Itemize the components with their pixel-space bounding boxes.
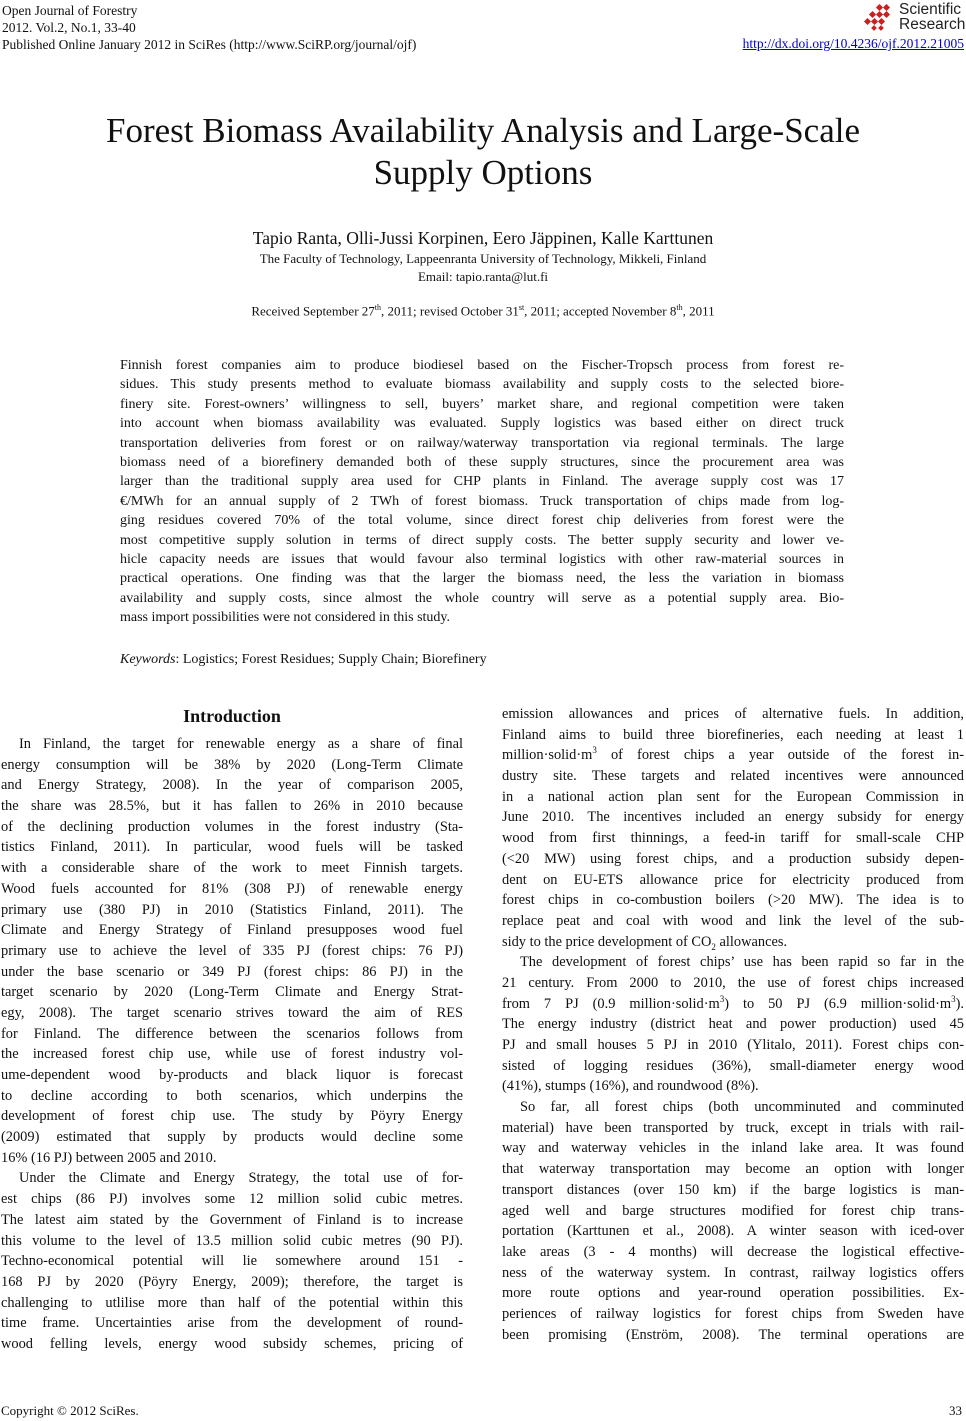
page-number: 33 bbox=[949, 1403, 962, 1418]
text-line: sidues. This study presents method to evaluate biomass availability and supply costs to the selected biore- bbox=[120, 377, 844, 393]
text-line: that waterway transportation may become an option with longer bbox=[502, 1161, 964, 1178]
affiliation: The Faculty of Technology, Lappeenranta University of Technology, Mikkeli, Finland bbox=[259, 251, 707, 266]
text-line: to decline according to both scenarios, which underpins the bbox=[1, 1087, 463, 1104]
text-line: mass import possibilities were not considered in this study. bbox=[120, 610, 451, 626]
text-line: June 2010. The incentives included an energy subsidy for energy bbox=[502, 809, 964, 826]
logo-text-line2: Research bbox=[899, 16, 966, 33]
text-line: emission allowances and prices of alternative fuels. In addition, bbox=[502, 706, 964, 722]
received-dates bbox=[0, 303, 966, 319]
text-line: into account when biomass availability was evaluated. Supply logistics was based either on direct truck bbox=[120, 416, 844, 432]
text-line: aged well and barge structures modified for forest chip trans- bbox=[502, 1202, 964, 1219]
section-heading: Introduction bbox=[183, 706, 281, 726]
text-line: sisted of logging residues (36%), small-diameter energy wood bbox=[502, 1057, 964, 1074]
text-line: 168 PJ by 2020 (Pöyry Energy, 2009); therefore, the target is bbox=[1, 1273, 463, 1290]
logo-text-line1: Scientific bbox=[899, 1, 962, 18]
text-fragment: million·solid·m bbox=[502, 747, 593, 764]
journal-volume: 2012. Vol.2, No.1, 33-40 bbox=[2, 20, 136, 35]
keywords bbox=[120, 652, 487, 668]
text-line bbox=[502, 994, 964, 1015]
journal-name: Open Journal of Forestry bbox=[2, 3, 138, 18]
received-sup: th bbox=[374, 303, 382, 312]
text-line: been promising (Enström, 2008). The terminal operations are bbox=[502, 1326, 964, 1343]
published-line: Published Online January 2012 in SciRes (http://www.SciRP.org/journal/ojf) bbox=[2, 37, 417, 52]
received-part: , 2011; revised October 31 bbox=[381, 303, 519, 319]
text-line: the increased forest chip use, while use of forest industry vol- bbox=[1, 1046, 463, 1063]
text-line: availability and supply costs, since almost the whole country will serve as a potential supply area. Bio- bbox=[120, 590, 844, 606]
text-line: portation (Karttunen et al., 2008). A winter season with iced-over bbox=[502, 1223, 964, 1240]
text-line: Wood fuels accounted for 81% (308 PJ) of renewable energy bbox=[1, 880, 463, 897]
text-line: way and waterway vehicles in the inland lake area. It was found bbox=[502, 1140, 964, 1157]
text-line: The energy industry (district heat and power production) used 45 bbox=[502, 1016, 964, 1033]
diamond-logo-icon bbox=[864, 4, 896, 32]
text-line: in a national action plan sent for the European Commission in bbox=[502, 788, 964, 805]
text-line: primary use to achieve the level of 335 PJ (forest chips: 76 PJ) bbox=[1, 942, 463, 959]
text-line: In Finland, the target for renewable energy as a share of final bbox=[19, 736, 463, 752]
text-line: hicle capacity needs are issues that would favour also terminal logistics with other raw-material sources in bbox=[120, 551, 844, 567]
text-fragment: allowances. bbox=[715, 933, 788, 950]
text-line: time frame. Uncertainties arise from the development of round- bbox=[1, 1315, 463, 1332]
text-line: under the base scenario or 349 PJ (forest chips: 86 PJ) in the bbox=[1, 963, 463, 980]
authors: Tapio Ranta, Olli-Jussi Korpinen, Eero Jäppinen, Kalle Karttunen bbox=[252, 228, 714, 248]
text-line: replace peat and coal with wood and link the level of the sub- bbox=[502, 912, 964, 929]
text-line: more route options and year-round operation possibilities. Ex- bbox=[502, 1285, 964, 1302]
text-line: biomass need of a biorefinery demanded both of these supply structures, since the procurement area was bbox=[120, 454, 844, 470]
text-line: challenging to utlilise more than half of the potential within this bbox=[1, 1294, 463, 1311]
received-part: , 2011 bbox=[682, 303, 715, 319]
right-column bbox=[502, 704, 964, 1345]
text-line: finery site. Forest-owners’ willingness to sell, buyers’ market share, and regional competition were taken bbox=[120, 396, 844, 412]
text-line: Finland aims to build three biorefineries, each needing at least 1 bbox=[502, 726, 964, 743]
text-line: Under the Climate and Energy Strategy, the total use of for- bbox=[19, 1170, 463, 1187]
text-line: (41%), stumps (16%), and roundwood (8%). bbox=[502, 1078, 759, 1095]
text-line: forest chips in co-combustion boilers (>20 MW). The idea is to bbox=[502, 892, 964, 909]
text-line: ging residues covered 70% of the total volume, since direct forest chip deliveries from forest were the bbox=[120, 513, 844, 529]
superscript: 3 bbox=[951, 993, 956, 1004]
text-line: of the declining production volumes in the forest industry (Sta- bbox=[1, 818, 463, 835]
text-line: €/MWh for an annual supply of 2 TWh of forest biomass. Truck transportation of chips made from log- bbox=[120, 493, 844, 509]
text-line: this volume to the level of 13.5 million solid cubic metres (90 PJ). bbox=[1, 1232, 463, 1249]
title-line-1: Forest Biomass Availability Analysis and Large-Scale bbox=[105, 111, 860, 150]
text-line: (<20 MW) using forest chips, and a production subsidy depen- bbox=[502, 850, 964, 867]
received-part: Received September 27 bbox=[251, 303, 375, 319]
text-line: 21 century. From 2000 to 2010, the use of forest chips increased bbox=[502, 974, 964, 991]
text-line: lake areas (3 - 4 months) will decrease the logistical effective- bbox=[502, 1243, 964, 1260]
text-line: PJ and small houses 5 PJ in 2010 (Ylitalo, 2011). Forest chips con- bbox=[502, 1037, 964, 1053]
publisher-logo[interactable] bbox=[864, 2, 964, 34]
received-part: , 2011; accepted November 8 bbox=[524, 303, 677, 319]
text-line: target scenario by 2020 (Long-Term Climate and Energy Strat- bbox=[1, 984, 463, 1001]
text-line: So far, all forest chips (both uncomminuted and comminuted bbox=[520, 1099, 964, 1116]
text-line: ness of the waterway system. In contrast, railway logistics offers bbox=[502, 1264, 964, 1281]
text-fragment: ). bbox=[955, 995, 964, 1012]
text-line: est chips (86 PJ) involves some 12 million solid cubic metres. bbox=[1, 1191, 463, 1208]
text-line: ume-dependent wood by-products and black liquor is forecast bbox=[1, 1067, 463, 1083]
text-line: practical operations. One finding was that the larger the biomass need, the less the variation in biomass bbox=[120, 571, 844, 587]
text-line bbox=[502, 745, 964, 766]
text-line: Techno-economical potential will lie somewhere around 151 - bbox=[1, 1253, 463, 1270]
text-line: egy, 2008). The target scenario strives toward the aim of RES bbox=[1, 1004, 463, 1021]
superscript: 3 bbox=[592, 745, 597, 756]
text-line: for Finland. The difference between the scenarios follows from bbox=[1, 1025, 463, 1042]
text-line: 16% (16 PJ) between 2005 and 2010. bbox=[1, 1149, 217, 1166]
copyright: Copyright © 2012 SciRes. bbox=[1, 1403, 139, 1418]
text-line: periences of railway logistics for forest chips from Sweden have bbox=[502, 1305, 964, 1322]
title-line-2: Supply Options bbox=[373, 153, 593, 192]
doi-link[interactable]: http://dx.doi.org/10.4236/ojf.2012.21005 bbox=[742, 36, 964, 51]
text-line: (2009) estimated that supply by products would decline some bbox=[1, 1129, 463, 1146]
text-line: The development of forest chips’ use has been rapid so far in the bbox=[520, 954, 964, 971]
abstract bbox=[120, 356, 844, 627]
text-line: tistics Finland, 2011). In particular, wood fuels will be tasked bbox=[1, 839, 463, 856]
text-fragment: from 7 PJ (0.9 million·solid·m bbox=[502, 995, 720, 1012]
text-line: development of forest chip use. The study by Pöyry Energy bbox=[1, 1108, 463, 1125]
keywords-text: : Logistics; Forest Residues; Supply Chain; Biorefinery bbox=[175, 652, 487, 667]
text-fragment: sidy to the price development of CO bbox=[502, 933, 712, 950]
received-sup: th bbox=[676, 303, 683, 312]
text-line: dent on EU-ETS allowance price for electricity produced from bbox=[502, 871, 964, 888]
keywords-label: Keywords bbox=[120, 652, 176, 667]
text-line: larger than the traditional supply area used for CHP plants in Finland. The average supply cost was 17 bbox=[120, 474, 844, 490]
text-fragment: ) to 50 PJ (6.9 million·solid·m bbox=[724, 995, 952, 1012]
text-line: wood felling levels, energy wood subsidy schemes, pricing of bbox=[1, 1335, 463, 1352]
text-line: primary use (380 PJ) in 2010 (Statistics Finland, 2011). The bbox=[1, 901, 463, 918]
logo-text bbox=[899, 2, 965, 32]
text-line bbox=[502, 932, 964, 953]
paper-title bbox=[0, 110, 966, 194]
journal-header bbox=[2, 2, 416, 53]
text-line: The latest aim stated by the Government of Finland is to increase bbox=[1, 1211, 463, 1228]
text-line: the share was 28.5%, but it has fallen to 26% in 2010 because bbox=[1, 798, 463, 815]
email: Email: tapio.ranta@lut.fi bbox=[417, 269, 549, 284]
text-line: Climate and Energy Strategy of Finland presupposes wood fuel bbox=[1, 922, 463, 939]
text-line: wood from first thinnings, a feed-in tariff for small-scale CHP bbox=[502, 830, 964, 847]
text-line: dustry site. These targets and related incentives were announced bbox=[502, 768, 964, 785]
text-fragment: of forest chips a year outside of the forest in- bbox=[596, 747, 964, 764]
text-line: transport distances (over 150 km) if the barge logistics is man- bbox=[502, 1181, 964, 1198]
text-line: and Energy Strategy, 2008). In the year of comparison 2005, bbox=[1, 777, 463, 794]
left-column bbox=[1, 704, 463, 1355]
text-line: most competitive supply solution in terms of direct supply costs. The better supply security and lower ve- bbox=[120, 532, 844, 548]
text-line: Finnish forest companies aim to produce biodiesel based on the Fischer-Tropsch process from forest re- bbox=[120, 358, 844, 373]
text-line: with a considerable share of the work to meet Finnish targets. bbox=[1, 860, 463, 877]
text-line: material) have been transported by truck, except in trials with rail- bbox=[502, 1119, 964, 1136]
text-line: transportation deliveries from forest or on railway/waterway transportation via regional terminals. The large bbox=[120, 435, 844, 451]
subscript: 2 bbox=[711, 941, 716, 952]
text-line: energy consumption will be 38% by 2020 (Long-Term Climate bbox=[1, 756, 463, 773]
superscript: 3 bbox=[719, 993, 725, 1004]
received-sup: st bbox=[518, 303, 525, 312]
